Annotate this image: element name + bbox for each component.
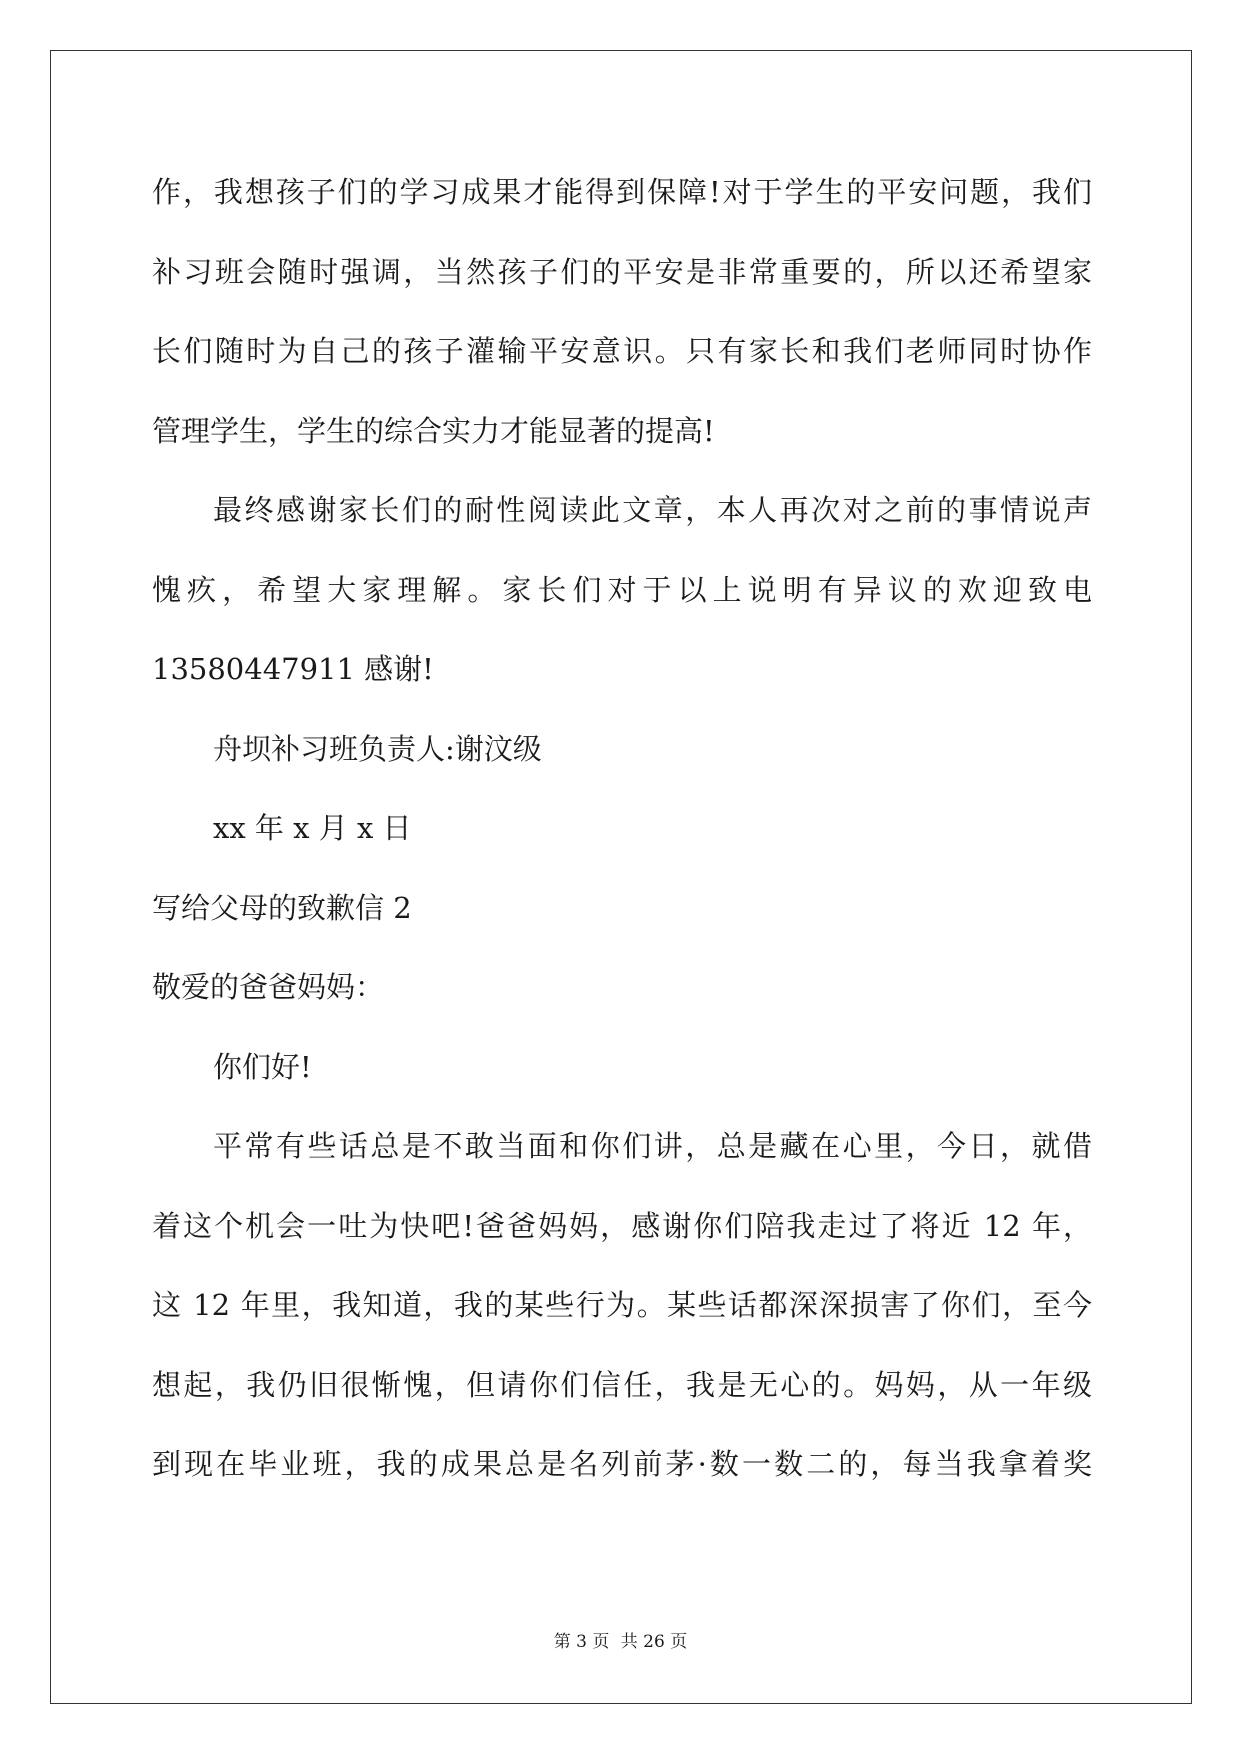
date-line: xx 年 x 月 x 日 [213, 811, 412, 845]
salutation-line: 敬爱的爸爸妈妈： [152, 970, 385, 1004]
page-footer [0, 1630, 1241, 1654]
body-line-3: 长们随时为自己的孩子灌输平安意识。只有家长和我们老师同时协作 [152, 334, 1092, 368]
body-line-5: 最终感谢家长们的耐性阅读此文章，本人再次对之前的事情说声 [213, 493, 1092, 527]
signature-line: 舟坝补习班负责人:谢汶级 [213, 732, 542, 766]
total-pages: 共 26 页 [620, 1632, 688, 1652]
body-line-7: 13580447911 感谢! [152, 652, 434, 686]
greeting-line: 你们好! [213, 1050, 312, 1084]
body-line-4: 管理学生，学生的综合实力才能显著的提高! [152, 414, 715, 448]
body-line-1: 作，我想孩子们的学习成果才能得到保障!对于学生的平安问题，我们 [152, 175, 1092, 209]
body-line-9: 着这个机会一吐为快吧!爸爸妈妈，感谢你们陪我走过了将近 12 年， [152, 1209, 1092, 1243]
body-line-2: 补习班会随时强调，当然孩子们的平安是非常重要的，所以还希望家 [152, 255, 1092, 289]
body-line-12: 到现在毕业班，我的成果总是名列前茅·数一数二的，每当我拿着奖 [152, 1447, 1092, 1481]
body-line-10: 这 12 年里，我知道，我的某些行为。某些话都深深损害了你们，至今 [152, 1288, 1092, 1322]
body-line-11: 想起，我仍旧很惭愧，但请你们信任，我是无心的。妈妈，从一年级 [152, 1368, 1092, 1402]
page-number: 第 3 页 [553, 1632, 610, 1652]
section-heading: 写给父母的致歉信 2 [152, 891, 412, 925]
body-line-6: 愧疚，希望大家理解。家长们对于以上说明有异议的欢迎致电 [152, 573, 1092, 607]
body-line-8: 平常有些话总是不敢当面和你们讲，总是藏在心里，今日，就借 [213, 1129, 1092, 1163]
